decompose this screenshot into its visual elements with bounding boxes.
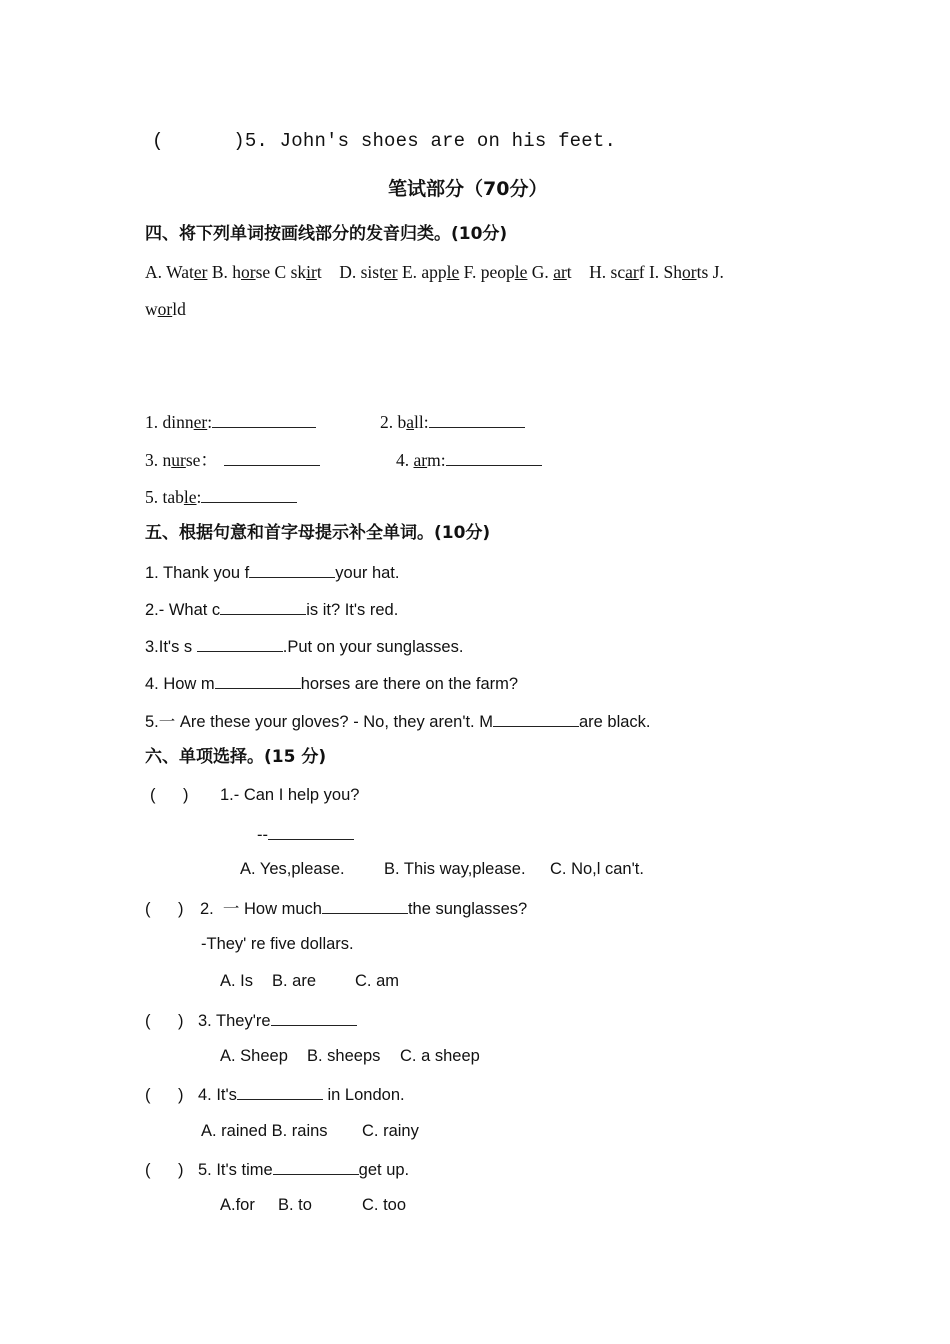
answer-blank[interactable] xyxy=(322,896,408,914)
fill-question-5 xyxy=(145,709,651,733)
answer-paren[interactable]: ( ) xyxy=(145,1161,184,1179)
sort-item-3 xyxy=(145,448,320,471)
sort-item-4 xyxy=(396,448,542,471)
option-b[interactable]: B. This way,please. xyxy=(384,860,526,878)
question-text: the sunglasses? xyxy=(407,900,528,918)
listening-question-5 xyxy=(152,130,616,152)
sort-word xyxy=(145,262,212,282)
option-c[interactable]: C. rainy xyxy=(362,1122,419,1140)
answer-blank[interactable] xyxy=(201,485,297,503)
underlined-part: ur xyxy=(171,450,186,470)
word-part: B. h xyxy=(211,262,241,282)
answer-blank[interactable] xyxy=(493,709,579,727)
underlined-part: or xyxy=(241,262,256,282)
question-text: get up. xyxy=(358,1161,410,1179)
option-c[interactable]: C. No,l can't. xyxy=(550,860,644,878)
word-part: m: xyxy=(427,450,446,470)
answer-blank[interactable] xyxy=(197,634,283,652)
answer-blank[interactable] xyxy=(249,560,335,578)
question-text: 4. It's xyxy=(198,1086,237,1104)
option-a[interactable]: A. Is xyxy=(220,972,254,990)
underlined-part: or xyxy=(157,299,173,319)
underlined-part: ar xyxy=(413,450,428,470)
question-text: 3. They're xyxy=(198,1012,271,1030)
answer-blank[interactable] xyxy=(224,448,320,466)
question-text: 5. John's shoes are on his feet. xyxy=(244,130,617,152)
underlined-part: or xyxy=(682,262,697,282)
question-text: 4. How m xyxy=(145,675,215,693)
sort-word xyxy=(649,262,724,282)
question-text: in London. xyxy=(322,1086,405,1104)
sort-item-5 xyxy=(145,485,297,508)
section6-heading: 六、单项选择。(15 分) xyxy=(145,747,327,767)
section4-words-line2 xyxy=(145,298,186,320)
underlined-part: a xyxy=(406,412,415,432)
written-part-title: 笔试部分（70分） xyxy=(388,178,548,200)
word-part: ts J. xyxy=(696,262,724,282)
fill-question-3 xyxy=(145,634,463,658)
choice-question-1-reply xyxy=(257,822,354,846)
choice-question-5 xyxy=(145,1157,409,1181)
word-part: t xyxy=(566,262,590,282)
sort-item-2 xyxy=(380,410,525,433)
question-text: is it? It's red. xyxy=(306,601,399,619)
option-c[interactable]: C. am xyxy=(355,972,400,990)
answer-paren[interactable]: ( ) xyxy=(145,1012,184,1030)
option-ab[interactable]: A. rained B. rains xyxy=(201,1122,328,1140)
word-part: f xyxy=(638,262,649,282)
underlined-part: er xyxy=(193,412,208,432)
reply-text: -- xyxy=(257,826,268,844)
question-text: 3.It's s xyxy=(145,638,197,656)
word-part: C sk xyxy=(274,262,307,282)
sort-word xyxy=(464,262,532,282)
word-part: D. sist xyxy=(339,262,384,282)
underlined-part: er xyxy=(193,262,208,282)
option-b[interactable]: B. sheeps xyxy=(307,1047,381,1065)
option-b[interactable]: B. to xyxy=(278,1196,312,1214)
word-part: H. sc xyxy=(589,262,626,282)
option-a[interactable]: A.for xyxy=(220,1196,255,1214)
fill-question-2 xyxy=(145,597,398,621)
choice-question-1 xyxy=(150,784,359,806)
sort-word xyxy=(339,262,402,282)
answer-blank[interactable] xyxy=(271,1008,357,1026)
answer-blank[interactable] xyxy=(212,410,316,428)
word-part: : xyxy=(207,412,213,432)
word-part: 4. xyxy=(396,450,414,470)
choice-question-2 xyxy=(145,896,527,920)
underlined-part: ar xyxy=(625,262,639,282)
underlined-part: le xyxy=(514,262,528,282)
option-c[interactable]: C. a sheep xyxy=(400,1047,480,1065)
word-part: I. Sh xyxy=(648,262,683,282)
word-part: t xyxy=(316,262,340,282)
question-text: 2. 一 How much xyxy=(200,900,322,918)
answer-blank[interactable] xyxy=(273,1157,359,1175)
question-text: .Put on your sunglasses. xyxy=(282,638,464,656)
word-part: F. peop xyxy=(463,262,515,282)
word-part: w xyxy=(145,299,158,319)
question-text: horses are there on the farm? xyxy=(300,675,519,693)
sort-word xyxy=(589,262,649,282)
word-part: se： xyxy=(185,450,218,470)
underlined-part: ir xyxy=(306,262,317,282)
sort-item-1 xyxy=(145,410,316,433)
question-text: 2.- What c xyxy=(145,601,221,619)
question-text: 5. It's time xyxy=(198,1161,273,1179)
word-part: A. Wat xyxy=(145,262,194,282)
word-part: 5. tab xyxy=(145,487,184,507)
word-part: ll: xyxy=(414,412,429,432)
answer-paren[interactable]: ( ) xyxy=(145,1086,184,1104)
sort-word xyxy=(532,262,589,282)
sort-word xyxy=(402,262,464,282)
answer-blank[interactable] xyxy=(268,822,354,840)
underlined-part: le xyxy=(446,262,460,282)
choice-question-3 xyxy=(145,1008,357,1032)
answer-paren[interactable]: ( ) xyxy=(150,786,189,804)
fill-question-4 xyxy=(145,671,518,695)
question-text: your hat. xyxy=(335,564,400,582)
choice-question-4 xyxy=(145,1082,405,1106)
word-part: 1. dinn xyxy=(145,412,194,432)
word-part: : xyxy=(196,487,202,507)
fill-question-1 xyxy=(145,560,399,584)
answer-blank[interactable] xyxy=(215,671,301,689)
word-part: 3. n xyxy=(145,450,172,470)
sort-word xyxy=(275,262,340,282)
underlined-part: er xyxy=(383,262,398,282)
section4-heading: 四、将下列单词按画线部分的发音归类。(10分) xyxy=(145,224,508,244)
option-a[interactable]: A. Sheep xyxy=(220,1047,288,1065)
word-part: ld xyxy=(172,299,186,319)
question-text: 1. Thank you f xyxy=(145,564,250,582)
option-b[interactable]: B. are xyxy=(272,972,317,990)
section5-heading: 五、根据句意和首字母提示补全单词。(10分) xyxy=(145,523,491,543)
question-text: 5.一 Are these your gloves? - No, they aren't. M xyxy=(145,713,493,731)
word-part: E. app xyxy=(401,262,447,282)
underlined-part: le xyxy=(183,487,197,507)
answer-blank[interactable] xyxy=(220,597,306,615)
sort-word xyxy=(212,262,275,282)
answer-blank[interactable] xyxy=(429,410,525,428)
word-part: 2. b xyxy=(380,412,407,432)
option-c[interactable]: C. too xyxy=(362,1196,407,1214)
section4-words-line1 xyxy=(145,261,724,283)
question-text: are black. xyxy=(578,713,651,731)
word-part: G. xyxy=(531,262,554,282)
answer-blank[interactable] xyxy=(446,448,542,466)
answer-paren[interactable]: ( ) xyxy=(145,900,184,918)
answer-paren: ( ) xyxy=(152,130,245,152)
choice-question-2-reply: -They' re five dollars. xyxy=(201,935,354,953)
answer-blank[interactable] xyxy=(237,1082,323,1100)
word-part: se xyxy=(255,262,275,282)
underlined-part: ar xyxy=(553,262,567,282)
option-a[interactable]: A. Yes,please. xyxy=(240,860,345,878)
question-text: 1.- Can I help you? xyxy=(220,786,360,804)
